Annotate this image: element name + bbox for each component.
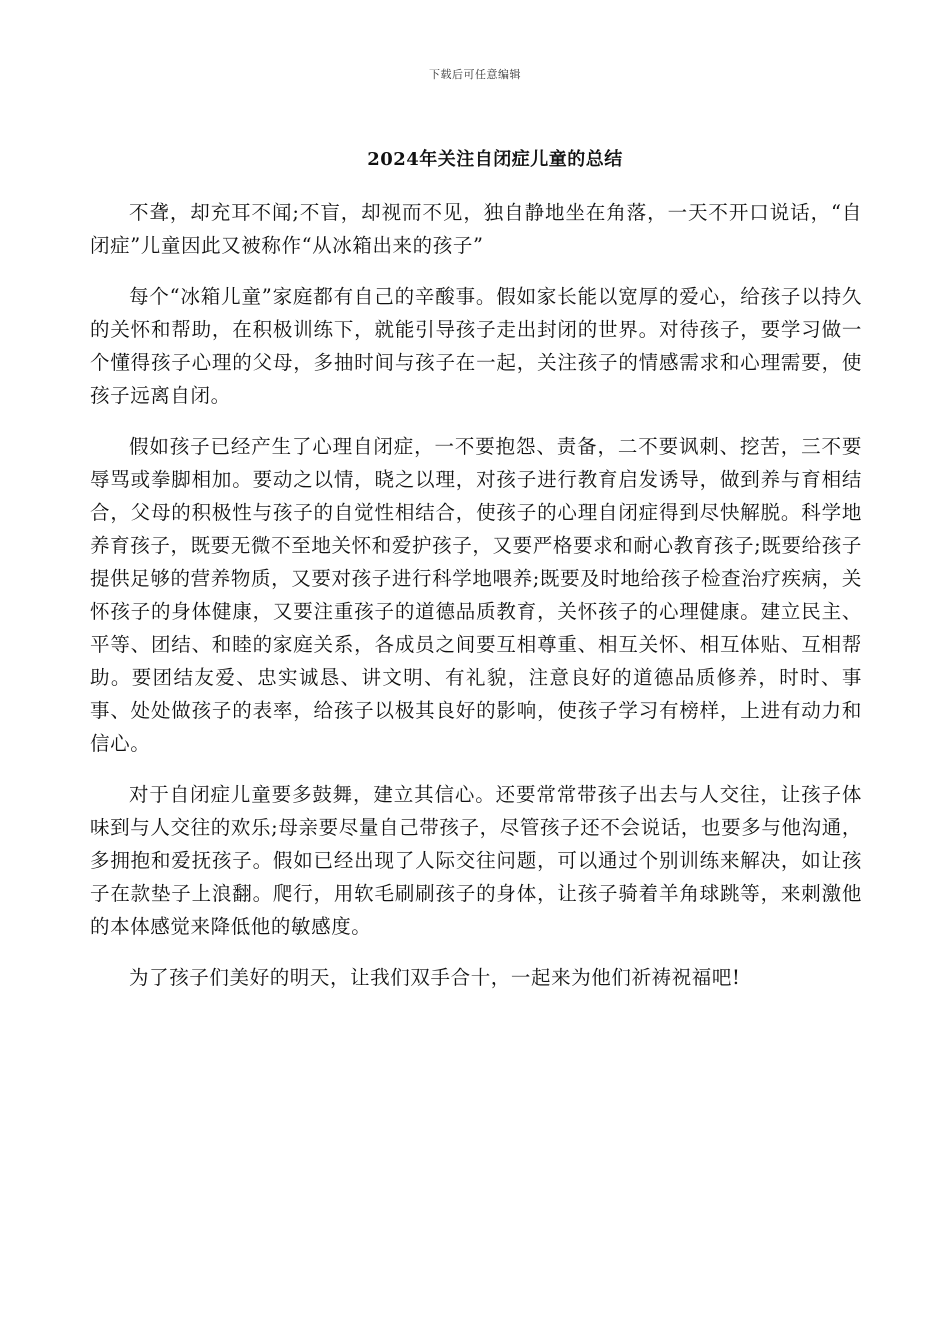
document-title: 2024年关注自闭症儿童的总结	[367, 149, 623, 170]
paragraph-4: 对于自闭症儿童要多鼓舞，建立其信心。还要常常带孩子出去与人交往，让孩子体味到与人交往的欢乐;母亲要尽量自己带孩子，尽管孩子还不会说话，也要多与他沟通，多拥抱和爱抚孩子。假如已经出现了人际交往问题，可以通过个别训练来解决，如让孩子在款垫子上浪翻。爬行，用软毛刷刷孩子的身体，让孩子骑着羊角球跳等，来刺激他的本体感觉来降低他的敏感度。	[90, 783, 862, 938]
paragraph-1: 不聋，却充耳不闻;不盲，却视而不见，独自静地坐在角落，一天不开口说话，“自闭症”儿童因此又被称作“从冰箱出来的孩子”	[90, 201, 862, 257]
paragraph-5: 为了孩子们美好的明天，让我们双手合十，一起来为他们祈祷祝福吧!	[129, 966, 741, 989]
paragraph-2: 每个“冰箱儿童”家庭都有自己的辛酸事。假如家长能以宽厚的爱心，给孩子以持久的关怀和帮助，在积极训练下，就能引导孩子走出封闭的世界。对待孩子，要学习做一个懂得孩子心理的父母，多抽时间与孩子在一起，关注孩子的情感需求和心理需要，使孩子远离自闭。	[90, 285, 862, 407]
header-note: 下载后可任意编辑	[429, 68, 521, 81]
paragraph-3: 假如孩子已经产生了心理自闭症，一不要抱怨、责备，二不要讽刺、挖苦，三不要辱骂或拳脚相加。要动之以情，晓之以理，对孩子进行教育启发诱导，做到养与育相结合，父母的积极性与孩子的自觉性相结合，使孩子的心理自闭症得到尽快解脱。科学地养育孩子，既要无微不至地关怀和爱护孩子，又要严格要求和耐心教育孩子;既要给孩子提供足够的营养物质，又要对孩子进行科学地喂养;既要及时地给孩子检查治疗疾病，关怀孩子的身体健康，又要注重孩子的道德品质教育，关怀孩子的心理健康。建立民主、平等、团结、和睦的家庭关系，各成员之间要互相尊重、相互关怀、相互体贴、互相帮助。要团结友爱、忠实诚恳、讲文明、有礼貌，注意良好的道德品质修养，时时、事事、处处做孩子的表率，给孩子以极其良好的影响，使孩子学习有榜样，上进有动力和信心。	[90, 435, 862, 755]
document-body	[90, 196, 862, 1012]
